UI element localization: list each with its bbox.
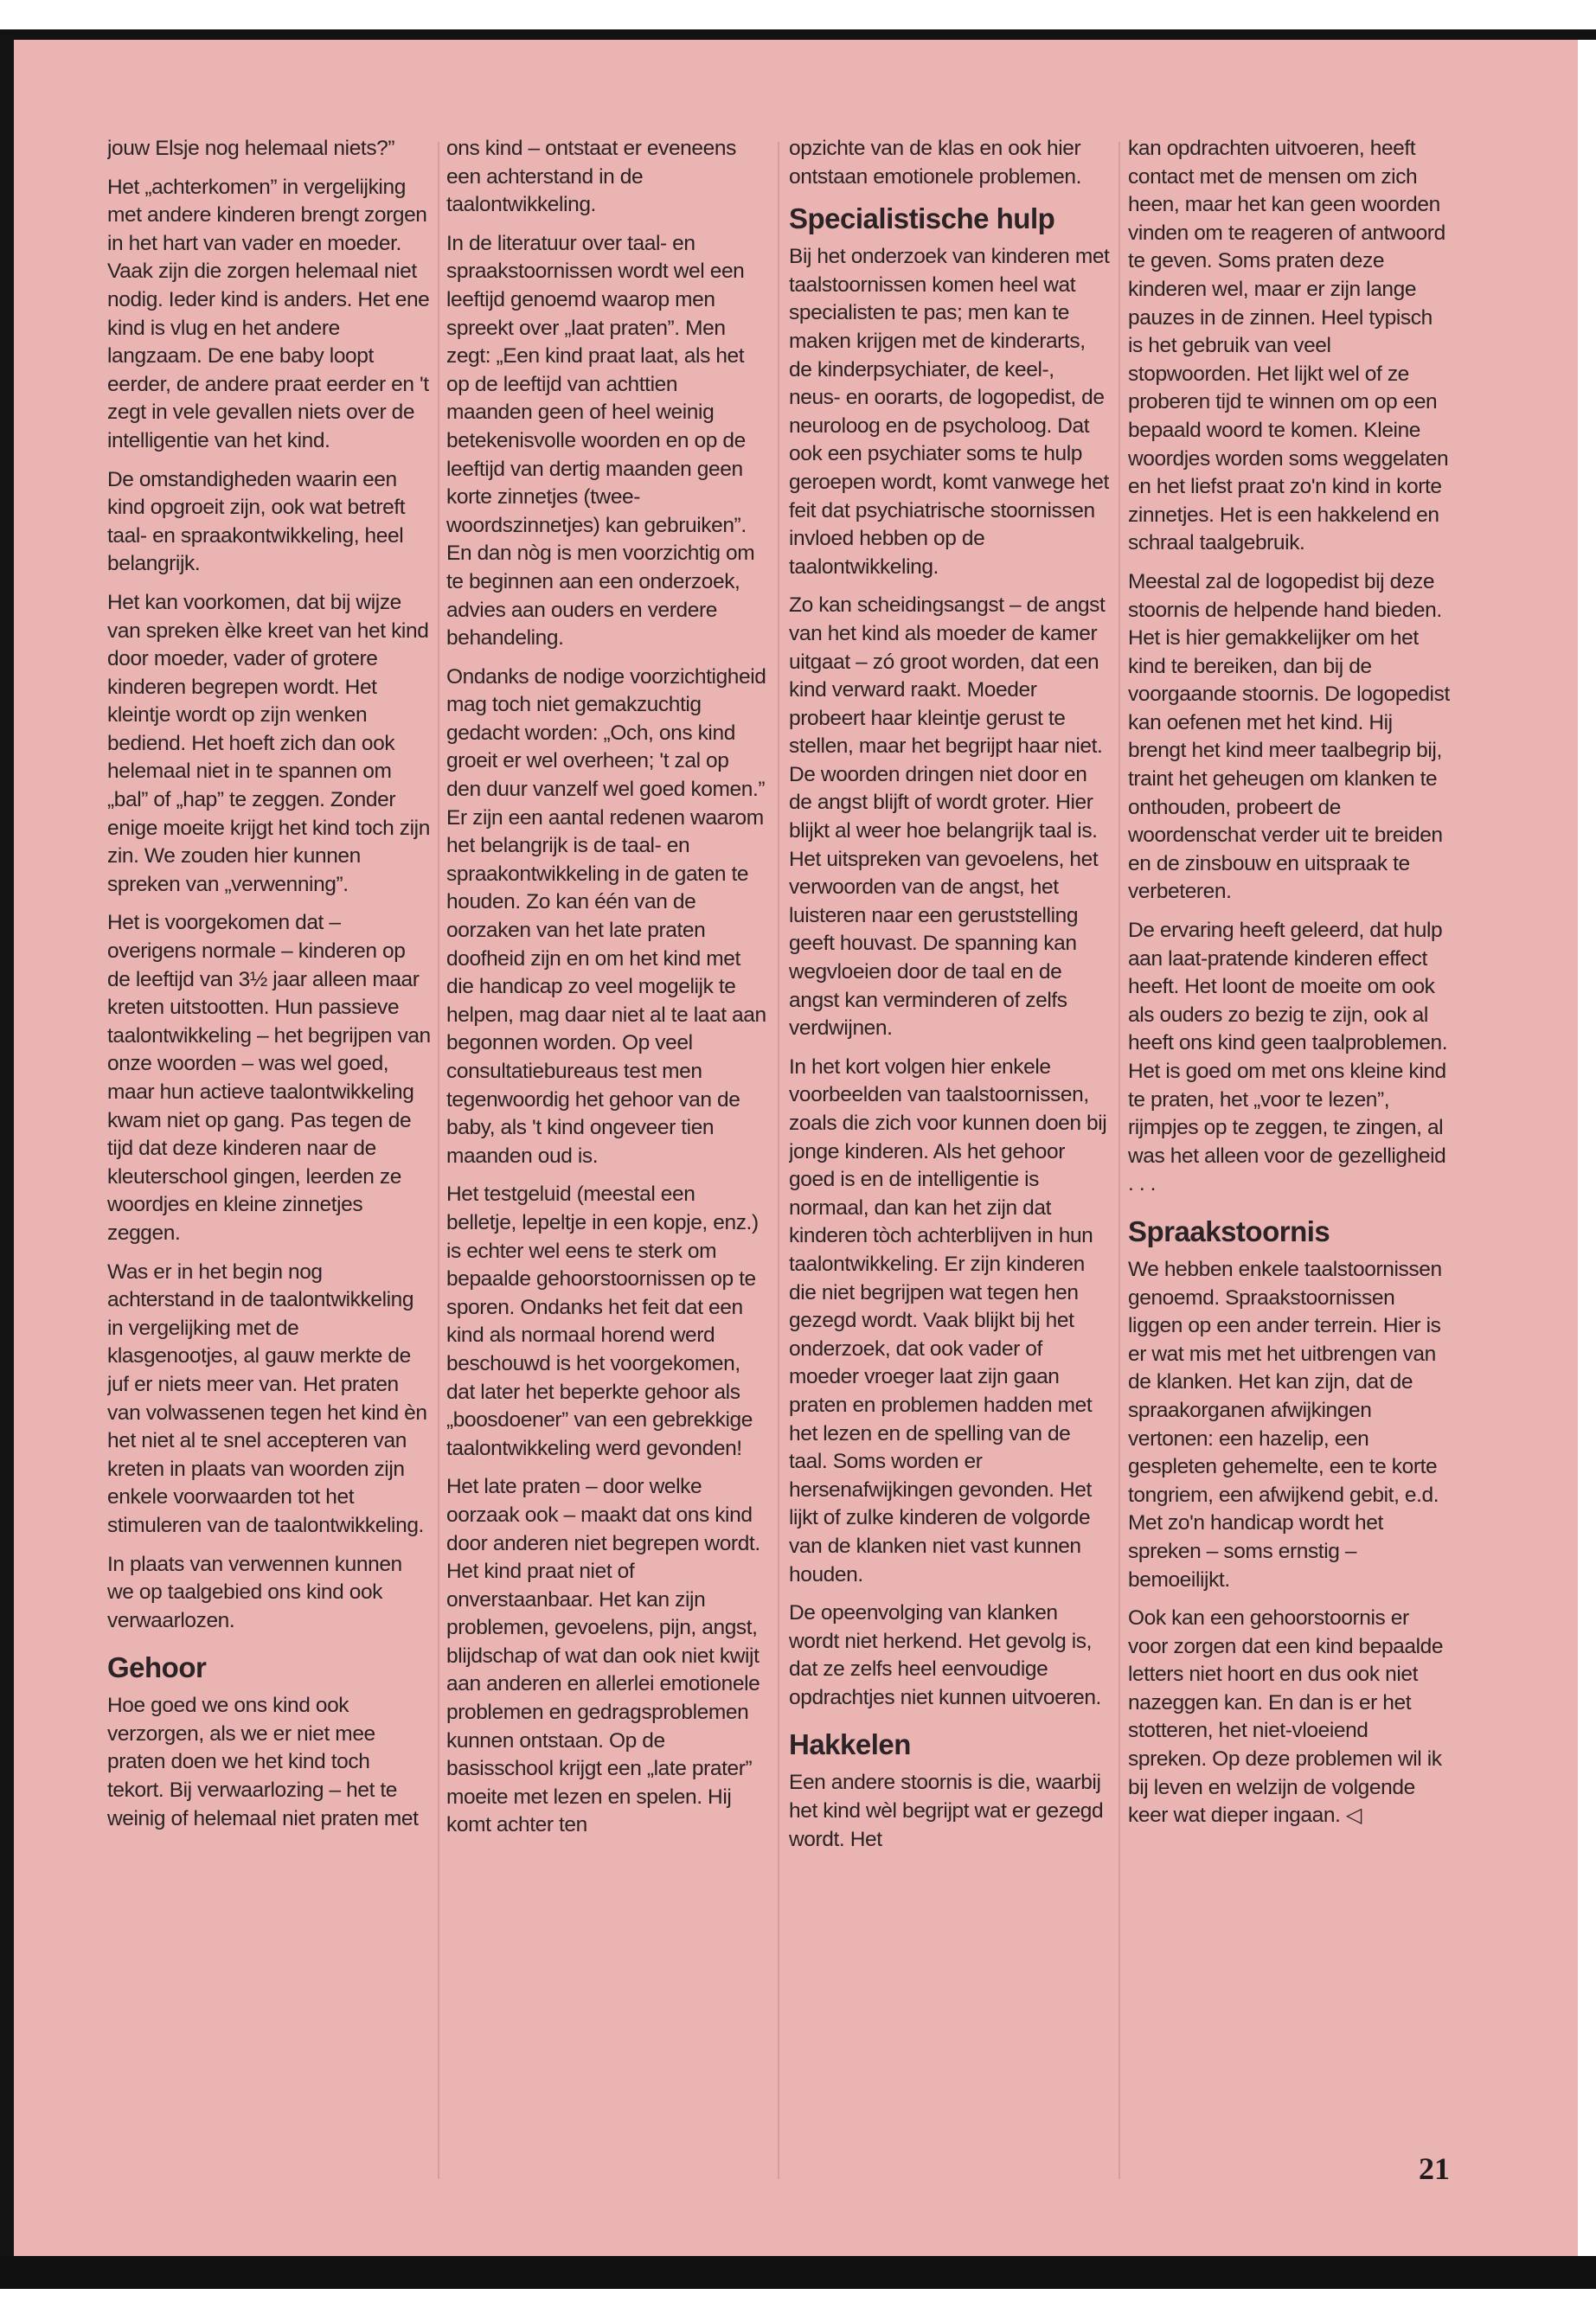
section-heading-specialistische-hulp: Specialistische hulp — [789, 202, 1055, 235]
end-of-article-icon: ◁ — [1345, 1804, 1362, 1828]
section-heading-gehoor: Gehoor — [107, 1651, 207, 1684]
paragraph: In de literatuur over taal- en spraakstoornissen wordt wel een leeftijd genoemd waarop men spreekt over „laat praten”. Men zegt: „Een kind praat laat, als het op de leeftijd van achttien maanden geen of heel weinig betekenisvolle woorden en op de leeftijd van dertig maanden geen korte zinnetjes (twee-woordszinnetjes) kan gebruiken”. En dan nòg is men voorzichtig om te beginnen aan een onderzoek, advies aan ouders en verdere behandeling. — [446, 231, 755, 651]
paragraph: In plaats van verwennen kunnen we op taalgebied ons kind ook verwaarlozen. — [107, 1552, 402, 1632]
column-divider — [778, 142, 779, 2179]
paragraph: Het kan voorkomen, dat bij wijze van spreken èlke kreet van het kind door moeder, vader of grotere kinderen begrepen wordt. Het kleintje wordt op zijn wenken bediend. Het hoeft zich dan ook helemaal niet in te spannen om „bal” of „hap” te zeggen. Zonder enige moeite krijgt het kind toch zijn zin. We zouden hier kunnen spreken van „verwenning”. — [107, 590, 430, 896]
page-number: 21 — [1419, 2151, 1450, 2186]
paragraph: opzichte van de klas en ook hier ontstaan emotionele problemen. — [789, 137, 1082, 189]
paragraph: Zo kan scheidingsangst – de angst van het kind als moeder de kamer uitgaat – zó groot worden, dat een kind verward raakt. Moeder probeert haar kleintje gerust te stellen, maar het begrijpt haar niet. De woorden dringen niet door en de angst blijft of wordt groter. Hier blijkt al weer hoe belangrijk taal is. Het uitspreken van gevoelens, het verwoorden van de angst, het luisteren naar een geruststelling geeft houvast. De spanning kan wegvloeien door de taal en de angst kan verminderen of zelfs verdwijnen. — [789, 593, 1106, 1041]
paragraph: Was er in het begin nog achterstand in de taalontwikkeling in vergelijking met de klasgenootjes, al gauw merkte de juf er niets meer van. Het praten van volwassenen tegen het kind èn het niet al te snel accepteren van kreten in plaats van woorden zijn enkele voorwaarden tot het stimuleren van de taalontwikkeling. — [107, 1259, 427, 1537]
scan-bottom-edge — [0, 2256, 1596, 2289]
paragraph: Meestal zal de logopedist bij deze stoornis de helpende hand bieden. Het is hier gemakkelijker om het kind te bereiken, dan bij de voorgaande stoornis. De logopedist kan oefenen met het kind. Hij brengt het kind meer taalbegrip bij, traint het geheugen om klanken te onthouden, probeert de woordenschat verder uit te breiden en de zinsbouw en uitspraak te verbeteren. — [1128, 569, 1450, 904]
paragraph: Het „achterkomen” in vergelijking met andere kinderen brengt zorgen in het hart van vader en moeder. Vaak zijn die zorgen helemaal niet nodig. Ieder kind is anders. Het ene kind is vlug en het andere langzaam. De ene baby loopt eerder, de andere praat eerder en 't zegt in vele gevallen niets over de intelligentie van het kind. — [107, 175, 430, 452]
paragraph: Ondanks de nodige voorzichtigheid mag toch niet gemakzuchtig gedacht worden: „Och, ons kind groeit er wel overheen; 't zal op den duur vanzelf wel goed komen.” Er zijn een aantal redenen waarom het belangrijk is de taal- en spraakontwikkeling in de gaten te houden. Zo kan één van de oorzaken van het late praten doofheid zijn en om het kind met die handicap zo veel mogelijk te helpen, mag daar niet al te laat aan begonnen worden. Op veel consultatiebureaus test men tegenwoordig het gehoor van de baby, als 't kind ongeveer tien maanden oud is. — [446, 664, 766, 1168]
paragraph: De omstandigheden waarin een kind opgroeit zijn, ook wat betreft taal- en spraakontwikkeling, heel belangrijk. — [107, 467, 406, 576]
paragraph: De ervaring heeft geleerd, dat hulp aan laat-pratende kinderen effect heeft. Het loont de moeite om ook als ouders zo bezig te zijn, ook al heeft ons kind geen taalproblemen. Het is goed om met ons kleine kind te praten, het „voor te lezen”, rijmpjes op te zeggen, te zingen, al was het alleen voor de gezelligheid . . . — [1128, 919, 1448, 1196]
section-heading-spraakstoornis: Spraakstoornis — [1128, 1215, 1330, 1247]
scan-left-edge — [0, 35, 14, 2284]
paragraph: We hebben enkele taalstoornissen genoemd. Spraakstoornissen liggen op een ander terrein. Hier is er wat mis met het uitbrengen van de klanken. Het kan zijn, dat de spraakorganen afwijkingen vertonen: een hazelip, een gespleten gehemelte, een te korte tongriem, een afwijkend gebit, e.d. Met zo'n handicap wordt het spreken – soms ernstig – bemoeilijkt. — [1128, 1257, 1442, 1592]
paragraph: Hoe goed we ons kind ook verzorgen, als we er niet mee praten doen we het kind toch tekort. Bij verwaarlozing – het te weinig of helemaal niet praten met — [107, 1694, 419, 1830]
paragraph: Het testgeluid (meestal een belletje, lepeltje in een kopje, enz.) is echter wel eens te sterk om bepaalde gehoorstoornissen op te sporen. Ondanks het feit dat een kind als normaal horend werd beschouwd is het voorgekomen, dat later het beperkte gehoor als „boosdoener” van een gebrekkige taalontwikkeling werd gevonden! — [446, 1183, 759, 1460]
magazine-page — [14, 40, 1578, 2256]
paragraph: Een andere stoornis is die, waarbij het kind wèl begrijpt wat er gezegd wordt. Het — [789, 1771, 1104, 1851]
text-column-2 — [446, 135, 768, 2176]
paragraph: In het kort volgen hier enkele voorbeelden van taalstoornissen, zoals die zich voor kunnen doen bij jonge kinderen. Als het gehoor goed is en de intelligentie is normaal, dan kan het zijn dat kinderen tòch achterblijven in hun taalontwikkeling. Er zijn kinderen die niet begrijpen wat tegen hen gezegd wordt. Vaak blijkt bij het onderzoek, dat ook vader of moeder vroeger laat zijn gaan praten en problemen hadden met het lezen en de spelling van de taal. Soms worden er hersenafwijkingen gevonden. Het lijkt of zulke kinderen de volgorde van de klanken niet vast kunnen houden. — [789, 1054, 1107, 1586]
paragraph: Het is voorgekomen dat – overigens normale – kinderen op de leeftijd van 3½ jaar alleen maar kreten uitstootten. Hun passieve taalontwikkeling – het begrijpen van onze woorden – was wel goed, maar hun actieve taalontwikkeling kwam niet op gang. Pas tegen de tijd dat deze kinderen naar de kleuterschool gingen, leerden ze woordjes en kleine zinnetjes zeggen. — [107, 911, 431, 1245]
paragraph-text: Ook kan een gehoorstoornis er voor zorgen dat een kind bepaalde letters niet hoort en dus ook niet nazeggen kan. En dan is er het stotteren, het niet-vloeiend spreken. Op deze problemen wil ik bij leven en welzijn de volgende keer wat dieper ingaan. — [1128, 1606, 1444, 1828]
column-divider — [1118, 142, 1120, 2179]
section-heading-hakkelen: Hakkelen — [789, 1728, 911, 1761]
paragraph: ons kind – ontstaat er eveneens een achterstand in de taalontwikkeling. — [446, 137, 736, 217]
column-divider — [438, 142, 439, 2179]
scan-top-edge — [0, 29, 1596, 40]
paragraph: Bij het onderzoek van kinderen met taalstoornissen komen heel wat specialisten te pas; men kan te maken krijgen met de kinderarts, de kinderpsychiater, de keel-, neus- en oorarts, de logopedist, de neuroloog en de psycholoog. Dat ook een psychiater soms te hulp geroepen wordt, komt vanwege het feit dat psychiatrische stoornissen invloed hebben op de taalontwikkeling. — [789, 245, 1110, 579]
paragraph: jouw Elsje nog helemaal niets?” — [107, 137, 395, 160]
paragraph — [1128, 1605, 1450, 1830]
paragraph: Het late praten – door welke oorzaak ook – maakt dat ons kind door anderen niet begrepen wordt. Het kind praat niet of onverstaanbaar. Het kan zijn problemen, gevoelens, pijn, angst, blijdschap of wat dan ook niet kwijt aan anderen en allerlei emotionele problemen en gedragsproblemen kunnen ontstaan. Op de basisschool krijgt een „late prater” moeite met lezen en spelen. Hij komt achter ten — [446, 1475, 760, 1837]
paragraph: kan opdrachten uitvoeren, heeft contact met de mensen om zich heen, maar het kan geen woorden vinden om te reageren of antwoord te geven. Soms praten deze kinderen wel, maar er zijn lange pauzes in de zinnen. Heel typisch is het gebruik van veel stopwoorden. Het lijkt wel of ze proberen tijd te winnen om op een bepaald woord te komen. Kleine woordjes worden soms weggelaten en het liefst praat zo'n kind in korte zinnetjes. Het is een hakkelend en schraal taalgebruik. — [1128, 137, 1449, 555]
paragraph: De opeenvolging van klanken wordt niet herkend. Het gevolg is, dat ze zelfs heel eenvoudige opdrachtjes niet kunnen uitvoeren. — [789, 1601, 1101, 1709]
text-column-4 — [1128, 135, 1450, 2176]
text-column-3 — [789, 135, 1111, 2176]
text-column-1 — [107, 135, 431, 2176]
